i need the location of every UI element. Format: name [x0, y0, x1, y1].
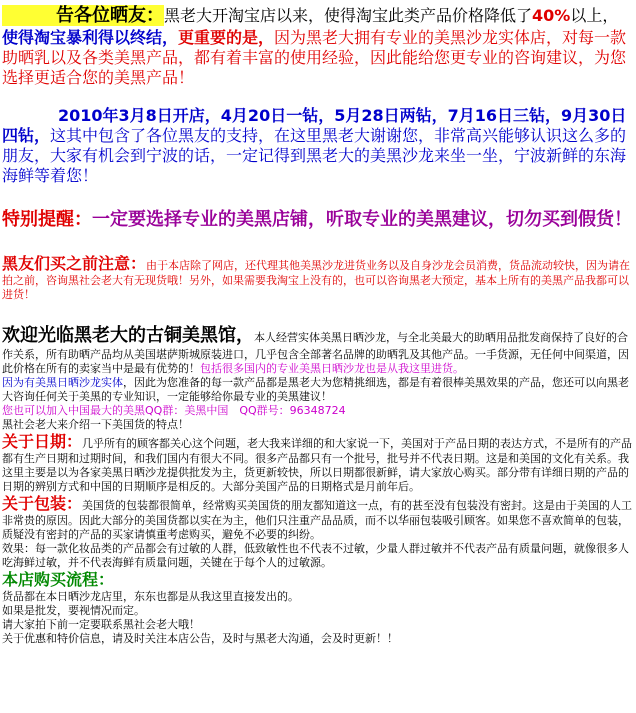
- packaging-paragraph: [2, 494, 634, 570]
- dates-label: 关于日期：: [2, 432, 83, 451]
- qq-group-text: 您也可以加入中国最大的美黑QQ群：美黑中国 QQ群号：96348724: [2, 404, 346, 417]
- welcome-text-2: 包括很多国内的专业美黑日晒沙龙也是从我这里进货。: [200, 362, 464, 375]
- process-line: 请大家拍下前一定要联系黑社会老大哦！: [2, 618, 200, 631]
- history-paragraph: [2, 106, 634, 186]
- before-buy-label: 黑友们买之前注意：: [2, 254, 147, 273]
- before-buy-text: 由于本店除了网店，还代理其他美黑沙龙进货业务以及自身沙龙会员消费，货品流动较快，因为请在拍之前，咨询黑社会老大有无现货哦！另外，如果需要我淘宝上没有的，也可以咨询黑老大预定，基本上所有的美黑产品我都可以进货！: [2, 259, 631, 301]
- notice-text-4: 更重要的是，: [178, 28, 275, 47]
- effect-text: 效果：每一款化妆品类的产品都会有过敏的人群，低致敏性也不代表不过敏，少量人群过敏并不代表产品有质量问题，就像很多人吃海鲜过敏，并不代表海鲜有质量问题，关键在于每个人的过敏源。: [2, 542, 629, 569]
- reminder-text: 一定要选择专业的美黑店铺，听取专业的美黑建议，切勿买到假货！: [92, 209, 632, 230]
- reminder-label: 特别提醒：: [2, 209, 92, 230]
- packaging-label: 关于包装：: [2, 494, 83, 513]
- notice-text-2: 以上，: [570, 6, 619, 25]
- notice-percent: 40%: [532, 6, 571, 25]
- process-line: 关于优惠和特价信息，请及时关注本店公告，及时与黑老大沟通，会及时更新！！: [2, 632, 398, 645]
- notice-text-3: 使得淘宝暴利得以终结，: [2, 28, 179, 47]
- welcome-text-3: 因为有美黑日晒沙龙实体: [2, 376, 123, 389]
- process-label: 本店购买流程：: [2, 570, 115, 589]
- product-notice-page: [0, 4, 636, 646]
- process-paragraph: [2, 570, 634, 646]
- notice-heading: 告各位晒友：: [2, 5, 164, 26]
- notice-paragraph: [2, 4, 634, 88]
- dates-paragraph: [2, 432, 634, 494]
- before-buy-paragraph: [2, 254, 634, 302]
- notice-text-1: 黑老大开淘宝店以来，使得淘宝此类产品价格降低了: [164, 6, 533, 25]
- welcome-paragraph: [2, 324, 634, 432]
- process-line: 货品都在本日晒沙龙店里，东东也都是从我这里直接发出的。: [2, 590, 299, 603]
- history-dates: 2010年3月8日开店，4月20日一钻，5月28日两钻，7月16日三钻，9月30日四钻，: [2, 106, 627, 145]
- process-line: 如果是批发，要视情况而定。: [2, 604, 145, 617]
- welcome-text-1: 本人经营实体美黑日晒沙龙，与全北美最大的助晒用品批发商保持了良好的合作关系，所有助晒产品均从美国堪萨斯城原装进口，几乎包含全部著名品牌的助晒乳及其他产品。一手货源，无任何中间渠道，因此价格在所有的卖家当中是最有优势的！: [2, 331, 629, 375]
- dates-text: 几乎所有的顾客都关心这个问题，老大我来详细的和大家说一下，美国对于产品日期的表达方式，不是所有的产品都有生产日期和过期时间，和我们国内有很大不同。很多产品都只有一个批号，批号并不代表日期。这是和美国的文化有关系。我这里主要是以为各家美黑日晒沙龙提供批发为主，货更新较快，所以日期都很新鲜，请大家放心购买。部分带有详细日期的产品的日期的辨别方式和中国的日期顺序是相反的。大部分美国产品的日期格式是月前年后。: [2, 437, 633, 493]
- notice-text-5: 因为黑老大拥有专业的美黑沙龙实体店，对每一款助晒乳以及各类美黑产品，都有着丰富的使用经验，因此能给您更专业的咨询建议，为您选择更适合您的美黑产品！: [2, 28, 627, 87]
- welcome-heading: 欢迎光临黑老大的古铜美黑馆，: [2, 325, 254, 346]
- history-text: 这其中包含了各位黑友的支持，在这里黑老大谢谢您，非常高兴能够认识这么多的朋友，大家有机会到宁波的话，一定记得到黑老大的美黑沙龙来坐一坐，宁波新鲜的东海海鲜等着您！: [2, 126, 627, 185]
- welcome-text-4: ，因此为您准备的每一款产品都是黑老大为您精挑细选，都是有着很棒美黑效果的产品，您还可以向黑老大咨询任何关于美黑的专业知识，一定能够给你最专业的美黑建议！: [2, 376, 629, 403]
- welcome-text-6: 黑社会老大来介绍一下美国货的特点！: [2, 418, 189, 431]
- packaging-text: 美国货的包装都很简单，经常购买美国货的朋友都知道这一点，有的甚至没有包装没有密封。这是由于美国的人工非常贵的原因。因此大部分的美国货都以实在为主，他们只注重产品品质，而不以华丽包装吸引顾客。如果您不喜欢简单的包装，质疑没有密封的产品的买家请慎重考虑购买，避免不必要的纠纷。: [2, 499, 633, 541]
- reminder-paragraph: [2, 208, 634, 232]
